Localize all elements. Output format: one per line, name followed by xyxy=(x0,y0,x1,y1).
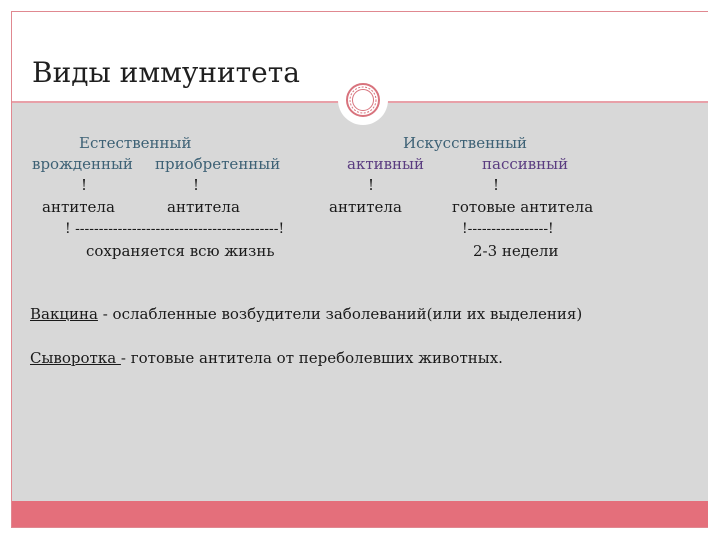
innate-label: врожденный xyxy=(32,155,133,173)
passive-label: пассивный xyxy=(482,155,569,173)
natural-label: Естественный xyxy=(79,134,192,152)
vaccine-definition xyxy=(30,305,582,323)
ready-antibodies-passive: готовые антитела xyxy=(452,198,594,216)
antibodies-acquired: антитела xyxy=(167,198,240,216)
artificial-label: Искусственный xyxy=(403,134,528,152)
lifetime-duration: сохраняется всю жизнь xyxy=(86,242,275,260)
antibodies-innate: антитела xyxy=(42,198,115,216)
exclamation-4: ! xyxy=(493,176,500,194)
serum-term: Сыворотка xyxy=(30,349,121,367)
antibodies-active: антитела xyxy=(329,198,402,216)
bracket-natural-group: ! -------------------------------------------! xyxy=(65,221,285,237)
exclamation-1: ! xyxy=(81,176,88,194)
serum-definition xyxy=(30,349,503,367)
content-panel xyxy=(12,103,708,501)
exclamation-2: ! xyxy=(193,176,200,194)
serum-text: - готовые антитела от переболевших животных. xyxy=(120,349,503,367)
vaccine-term: Вакцина xyxy=(30,305,98,323)
bottom-accent-bar xyxy=(12,501,708,527)
acquired-label: приобретенный xyxy=(155,155,281,173)
weeks-duration: 2-3 недели xyxy=(473,242,559,260)
vaccine-text: - ослабленные возбудители заболеваний(или их выделения) xyxy=(97,305,583,323)
active-label: активный xyxy=(347,155,424,173)
slide-title: Виды иммунитета xyxy=(32,56,300,89)
bracket-passive: !-----------------! xyxy=(462,221,554,237)
circle-ornament-icon xyxy=(338,75,388,125)
exclamation-3: ! xyxy=(368,176,375,194)
